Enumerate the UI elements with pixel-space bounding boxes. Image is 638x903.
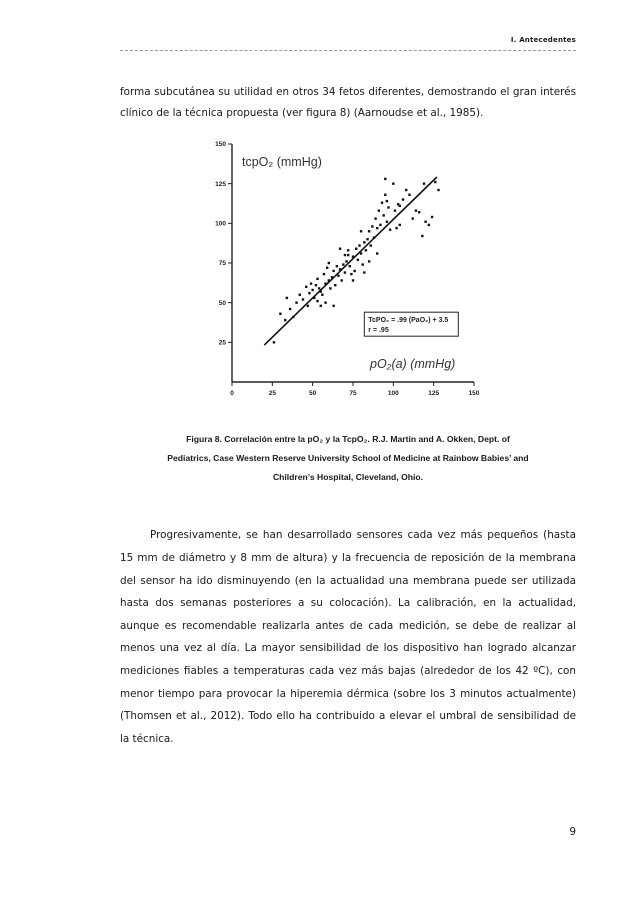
data-point bbox=[321, 294, 323, 296]
data-point bbox=[392, 182, 394, 184]
data-point bbox=[320, 305, 322, 307]
data-point bbox=[332, 305, 334, 307]
data-point bbox=[423, 182, 425, 184]
data-point bbox=[308, 292, 310, 294]
data-point bbox=[347, 249, 349, 251]
data-point bbox=[366, 238, 368, 240]
data-point bbox=[289, 308, 291, 310]
data-point bbox=[352, 279, 354, 281]
data-point bbox=[323, 273, 325, 275]
running-header: I. Antecedentes bbox=[510, 36, 576, 44]
data-point bbox=[437, 189, 439, 191]
data-point bbox=[394, 209, 396, 211]
data-point bbox=[342, 263, 344, 265]
data-point bbox=[386, 200, 388, 202]
correlation-text: r = .95 bbox=[368, 327, 389, 335]
data-point bbox=[279, 313, 281, 315]
data-point bbox=[371, 225, 373, 227]
data-point bbox=[341, 279, 343, 281]
data-point bbox=[310, 282, 312, 284]
y-tick-label: 100 bbox=[215, 220, 226, 228]
data-point bbox=[379, 224, 381, 226]
x-tick-label: 150 bbox=[468, 390, 480, 397]
x-axis-title: pO₂(a) (mmHg) bbox=[370, 357, 456, 371]
data-point bbox=[344, 271, 346, 273]
data-point bbox=[365, 249, 367, 251]
data-point bbox=[273, 341, 275, 343]
data-point bbox=[395, 227, 397, 229]
y-tick-label: 125 bbox=[215, 180, 226, 188]
caption-line-2: Pediatrics, Case Western Reserve University School of Medicine at Rainbow Babies’ and bbox=[167, 453, 529, 463]
data-point bbox=[353, 270, 355, 272]
y-tick-label: 50 bbox=[218, 299, 226, 307]
data-point bbox=[431, 216, 433, 218]
y-tick-label: 150 bbox=[215, 141, 226, 149]
data-point bbox=[316, 300, 318, 302]
data-point bbox=[415, 209, 417, 211]
data-point bbox=[302, 298, 304, 300]
data-point bbox=[399, 205, 401, 207]
data-point bbox=[374, 217, 376, 219]
data-point bbox=[328, 262, 330, 264]
data-point bbox=[411, 217, 413, 219]
header-rule bbox=[120, 50, 576, 51]
data-point bbox=[332, 270, 334, 272]
data-point bbox=[315, 284, 317, 286]
data-point bbox=[360, 252, 362, 254]
data-point bbox=[387, 206, 389, 208]
data-point bbox=[352, 255, 354, 257]
data-point bbox=[339, 268, 341, 270]
data-point bbox=[324, 282, 326, 284]
data-point bbox=[376, 227, 378, 229]
x-tick-label: 25 bbox=[268, 390, 276, 397]
figure-8 bbox=[196, 132, 490, 400]
y-axis-title: tcpO₂ (mmHg) bbox=[242, 155, 322, 169]
data-point bbox=[368, 260, 370, 262]
data-point bbox=[373, 236, 375, 238]
data-point bbox=[405, 189, 407, 191]
data-point bbox=[299, 294, 301, 296]
x-tick-label: 50 bbox=[309, 390, 317, 397]
data-point bbox=[389, 228, 391, 230]
data-point bbox=[311, 289, 313, 291]
data-point bbox=[386, 221, 388, 223]
data-point bbox=[337, 274, 339, 276]
x-tick-label: 125 bbox=[428, 390, 440, 397]
data-point bbox=[418, 211, 420, 213]
equation-text: TcPO₂ = .99 (PaO₂) + 3.5 bbox=[368, 317, 449, 325]
data-point bbox=[368, 230, 370, 232]
data-point bbox=[320, 290, 322, 292]
data-point bbox=[424, 221, 426, 223]
data-point bbox=[370, 244, 372, 246]
data-point bbox=[361, 263, 363, 265]
data-point bbox=[345, 260, 347, 262]
scatter-chart bbox=[196, 132, 490, 400]
data-point bbox=[381, 202, 383, 204]
data-point bbox=[286, 297, 288, 299]
data-point bbox=[402, 198, 404, 200]
data-point bbox=[324, 301, 326, 303]
data-point bbox=[349, 265, 351, 267]
paragraph-progress: Progresivamente, se han desarrollado sensores cada vez más pequeños (hasta 15 mm de diámetro y 8 mm de altura) y la frecuencia de reposición de la membrana del sensor ha ido disminuyendo (en la actualidad una membrana puede ser utilizada hasta dos semanas posteriores a su colocación). La calibración, en la actualidad, aunque es recomendable realizarla antes de cada medición, se debe de realizar al menos una vez al día. La mayor sensibilidad de los dispositivo han logrado alcanzar mediciones fiables a temperaturas cada vez más bajas (alrededor de los 42 ºC), con menor tiempo para provocar la hiperemia dérmica (sobre los 3 minutos actualmente) (Thomsen et al., 2012). Todo ello ha contribuido a elevar el umbral de sensibilidad de la técnica. bbox=[120, 529, 576, 745]
data-point bbox=[331, 276, 333, 278]
data-point bbox=[428, 224, 430, 226]
data-point bbox=[399, 224, 401, 226]
data-point bbox=[305, 286, 307, 288]
data-point bbox=[328, 279, 330, 281]
y-tick-label: 25 bbox=[218, 339, 226, 347]
data-point bbox=[357, 259, 359, 261]
data-point bbox=[292, 316, 294, 318]
data-point bbox=[378, 209, 380, 211]
data-point bbox=[384, 194, 386, 196]
x-tick-label: 0 bbox=[230, 390, 234, 397]
data-point bbox=[376, 252, 378, 254]
data-point bbox=[316, 278, 318, 280]
data-point bbox=[363, 271, 365, 273]
data-point bbox=[329, 287, 331, 289]
data-point bbox=[344, 254, 346, 256]
y-tick-label: 75 bbox=[218, 260, 226, 268]
data-point bbox=[358, 244, 360, 246]
data-point bbox=[313, 297, 315, 299]
paragraph-intro: forma subcutánea su utilidad en otros 34 fetos diferentes, demostrando el gran interés clínico de la técnica propuesta (ver figura 8) (Aarnoudse et al., 1985). bbox=[120, 86, 576, 120]
data-point bbox=[360, 230, 362, 232]
data-point bbox=[355, 248, 357, 250]
page-number: 9 bbox=[569, 826, 576, 838]
x-tick-label: 100 bbox=[387, 390, 399, 397]
data-point bbox=[347, 254, 349, 256]
caption-line-3: Children’s Hospital, Cleveland, Ohio. bbox=[272, 472, 424, 482]
data-point bbox=[284, 319, 286, 321]
data-point bbox=[326, 267, 328, 269]
data-point bbox=[421, 235, 423, 237]
caption-line-1: Figura 8. Correlación entre la pO₂ y la TcpO₂. R.J. Martin and A. Okken, Dept. of bbox=[186, 434, 510, 444]
data-point bbox=[408, 194, 410, 196]
data-point bbox=[318, 287, 320, 289]
data-point bbox=[295, 301, 297, 303]
data-point bbox=[336, 265, 338, 267]
data-point bbox=[350, 273, 352, 275]
x-tick-label: 75 bbox=[349, 390, 357, 397]
data-point bbox=[339, 248, 341, 250]
data-point bbox=[434, 181, 436, 183]
data-point bbox=[334, 284, 336, 286]
data-point bbox=[363, 241, 365, 243]
data-point bbox=[384, 178, 386, 180]
figure-caption bbox=[120, 430, 576, 487]
data-point bbox=[382, 214, 384, 216]
data-point bbox=[307, 305, 309, 307]
